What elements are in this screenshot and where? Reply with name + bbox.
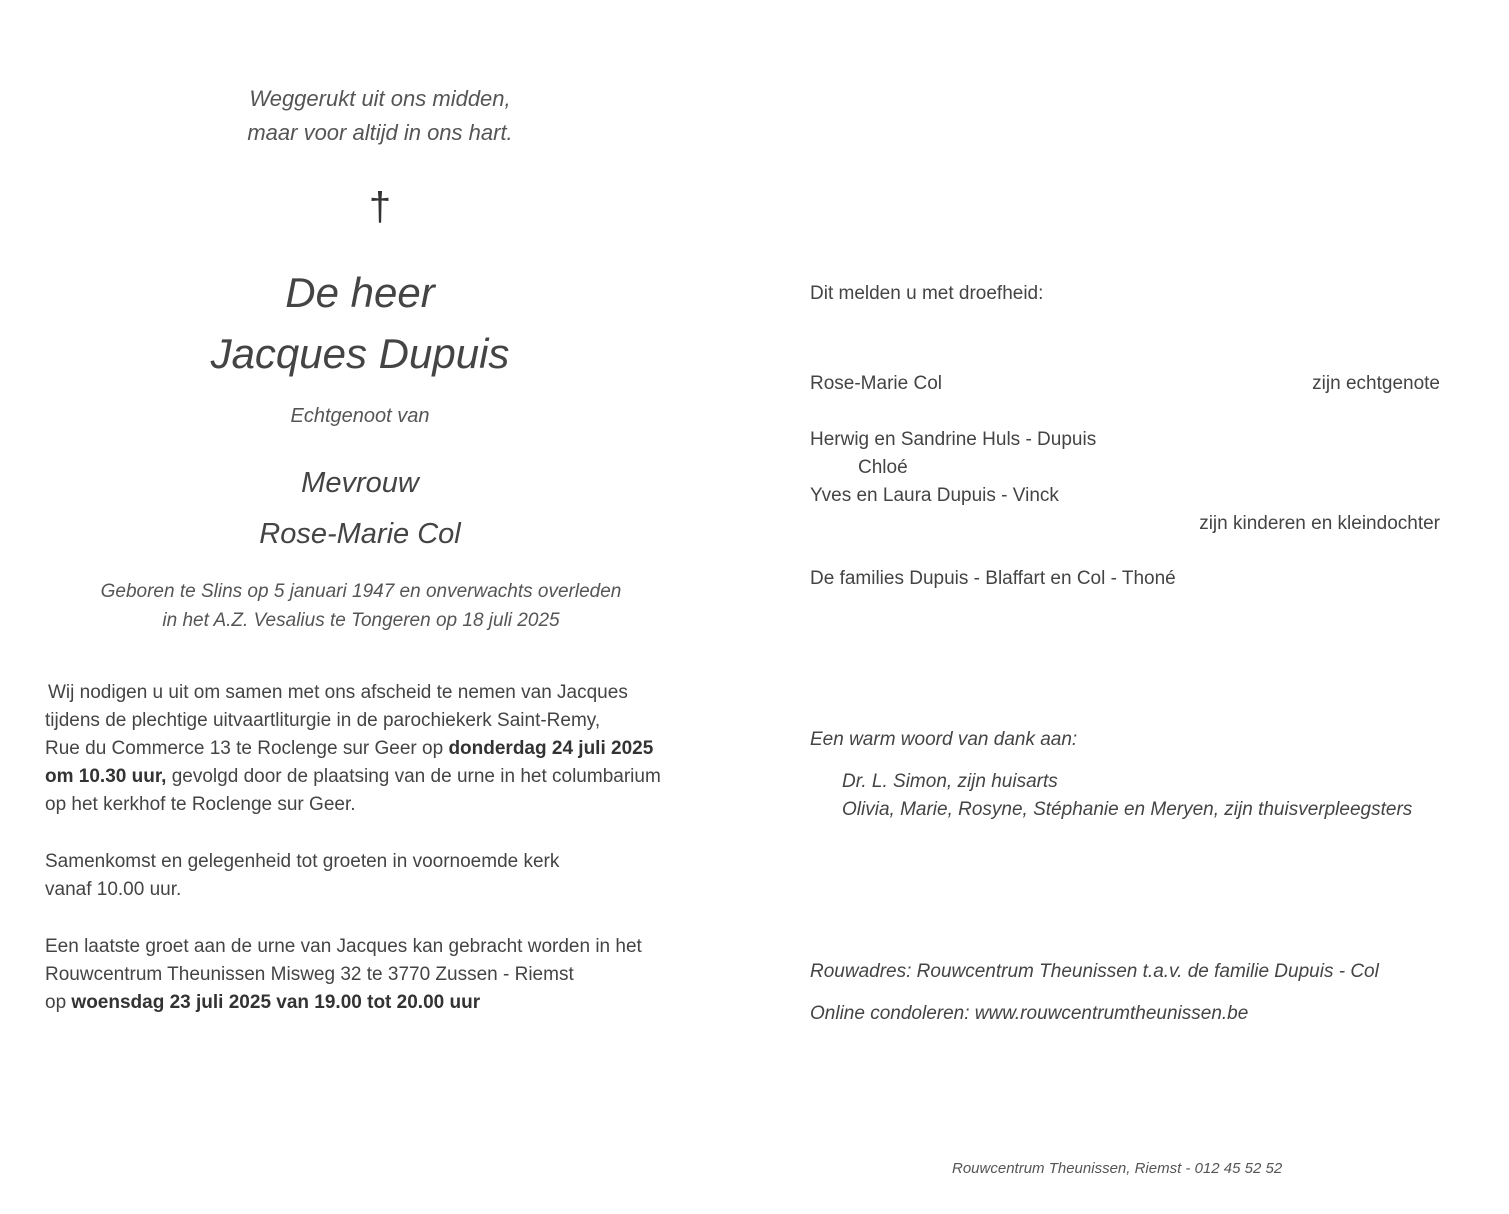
- family-spouse-row: [810, 370, 1440, 398]
- announce-text: Dit melden u met droefheid:: [810, 283, 1044, 304]
- funeral-time: om 10.30 uur,: [45, 766, 167, 787]
- thanks-item: Dr. L. Simon, zijn huisarts: [842, 771, 1058, 792]
- invitation-line-5: op het kerkhof te Roclenge sur Geer.: [45, 794, 356, 815]
- spouse-name: Rose-Marie Col: [259, 518, 461, 550]
- last-greeting-line-3: op woensdag 23 juli 2025 van 19.00 tot 20.00 uur: [45, 992, 481, 1013]
- last-greeting-info: [45, 933, 745, 1017]
- mourning-address: Rouwadres: Rouwcentrum Theunissen t.a.v. de familie Dupuis - Col: [810, 961, 1379, 982]
- family-children-relation: zijn kinderen en kleindochter: [1199, 513, 1440, 534]
- last-greeting-line-2: Rouwcentrum Theunissen Misweg 32 te 3770 Zussen - Riemst: [45, 964, 574, 985]
- thanks-list: [842, 768, 1412, 824]
- thanks-item: Olivia, Marie, Rosyne, Stéphanie en Meryen, zijn thuisverpleegsters: [842, 799, 1413, 820]
- invitation-line-2: tijdens de plechtige uitvaartliturgie in de parochiekerk Saint-Remy,: [45, 710, 601, 731]
- motto: [130, 82, 630, 150]
- gathering-line-2: vanaf 10.00 uur.: [45, 879, 182, 900]
- last-greeting-line-1: Een laatste groet aan de urne van Jacques kan gebracht worden in het: [45, 936, 642, 957]
- deceased-name-block: [110, 262, 610, 384]
- family-grandchild: Chloé: [858, 457, 908, 478]
- invitation-line-1: Wij nodigen u uit om samen met ons afscheid te nemen van Jacques: [48, 682, 628, 703]
- thanks-title: Een warm woord van dank aan:: [810, 729, 1078, 750]
- spouse-title: Mevrouw: [301, 467, 419, 499]
- footer-funeral-home: Rouwcentrum Theunissen, Riemst - 012 45 52 52: [952, 1160, 1283, 1177]
- birth-line: Geboren te Slins op 5 januari 1947 en onverwachts overleden: [100, 581, 622, 602]
- family-spouse-relation: zijn echtgenote: [1312, 373, 1440, 394]
- death-line: in het A.Z. Vesalius te Tongeren op 18 juli 2025: [162, 610, 560, 631]
- family-child-1: Herwig en Sandrine Huls - Dupuis: [810, 429, 1097, 450]
- gathering-line-1: Samenkomst en gelegenheid tot groeten in voornoemde kerk: [45, 851, 560, 872]
- family-spouse-name: Rose-Marie Col: [810, 373, 942, 394]
- honorific-title: De heer: [285, 269, 435, 316]
- gathering-info: [45, 848, 745, 904]
- online-condolence-link[interactable]: Online condoleren: www.rouwcentrumtheunissen.be: [810, 1003, 1249, 1024]
- spouse-name-block: [110, 458, 610, 560]
- funeral-invitation: [45, 679, 745, 819]
- family-child-2: Yves en Laura Dupuis - Vinck: [810, 485, 1059, 506]
- invitation-line-4: om 10.30 uur, gevolgd door de plaatsing van de urne in het columbarium: [45, 766, 661, 787]
- funeral-date: donderdag 24 juli 2025: [448, 738, 654, 759]
- deceased-name: Jacques Dupuis: [210, 330, 510, 377]
- motto-line-2: maar voor altijd in ons hart.: [247, 120, 513, 145]
- family-extended: De families Dupuis - Blaffart en Col - Thoné: [810, 568, 1176, 589]
- birth-death-info: [30, 577, 692, 635]
- spouse-intro: Echtgenoot van: [290, 405, 430, 427]
- invitation-line-3: Rue du Commerce 13 te Roclenge sur Geer op donderdag 24 juli 2025: [45, 738, 654, 759]
- last-greeting-date: woensdag 23 juli 2025 van 19.00 tot 20.00 uur: [71, 992, 481, 1013]
- cross-icon: †: [368, 185, 392, 229]
- motto-line-1: Weggerukt uit ons midden,: [249, 86, 511, 111]
